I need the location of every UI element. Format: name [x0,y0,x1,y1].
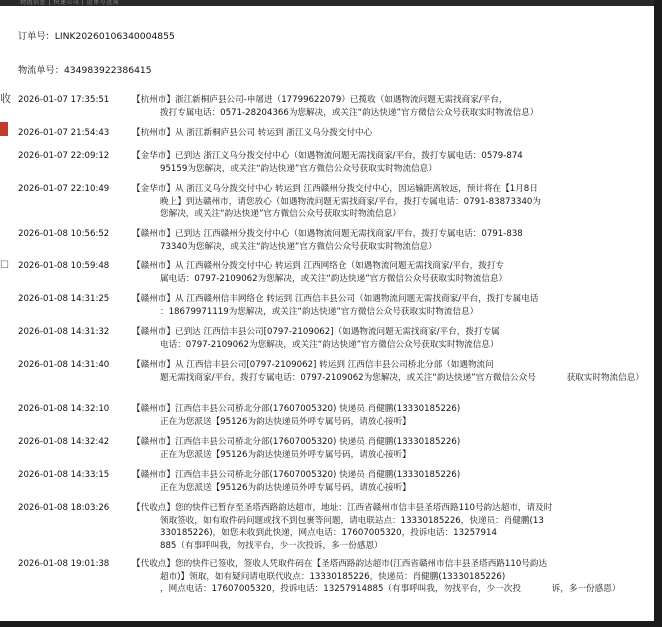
event-line: 晚上】到达赣州市，请您放心（如遇物流问题无需找商家/平台，拨打专属电话：0791-83873340为 [160,196,541,207]
event-description [132,94,650,119]
event-time: 2026-01-08 14:31:40 [18,360,110,370]
event-time: 2026-01-08 14:33:15 [18,470,110,480]
event-line: 超市)】领取，如有疑问请电联代收点：13330185226，快递员：肖健鹏(13330185226) [160,571,506,582]
event-description [132,183,650,221]
event-time: 2026-01-07 17:35:51 [18,95,110,105]
event-time: 2026-01-07 22:10:49 [18,184,110,194]
event-line: 【金华市】从 浙江义乌分拨交付中心 转运到 江西赣州分拨交付中心，因运输距离较远，预计将在【1月8日 [132,184,538,194]
event-line: 【杭州市】浙江新桐庐县公司-申屠进（17799622079）已揽收（如遇物流问题无需找商家/平台， [132,95,508,105]
event-line: 【赣州市】江西信丰县公司桥北分部(17607005320) 快递员 肖健鹏(13330185226) [132,437,461,447]
event-line: 330185226)，如您未收到此快递，网点电话：17607005320，投诉电话：13257914 [160,528,497,539]
event-line: 【代收点】您的快件已暂存至圣塔西路韵达超市，地址：江西省赣州市信丰县圣塔西路110号韵达超市，请及时 [132,503,553,513]
left-edge-partial-text: 收 [0,92,11,105]
event-description [132,502,650,552]
event-line: 【赣州市】江西信丰县公司桥北分部(17607005320) 快递员 肖健鹏(13330185226) [132,470,461,480]
event-line: 【赣州市】江西信丰县公司桥北分部(17607005320) 快递员 肖健鹏(13330185226) [132,404,461,414]
logistics-number [18,62,152,76]
event-line: 正在为您派送【95126为韵达快递员外呼专属号码，请放心接听】 [160,449,411,460]
event-line: 获取实时物流信息） [566,372,644,383]
event-description [132,150,650,175]
event-description [132,228,650,253]
event-line: ：18679971119为您解决，或关注“韵达快递”官方微信公众号获取实时物流信息） [160,306,479,317]
event-description [132,436,650,461]
event-time: 2026-01-08 14:31:32 [18,327,110,337]
event-time: 2026-01-08 14:32:10 [18,404,110,414]
order-number [18,28,175,42]
event-line: 885（有事呼叫我，勿找平台，少一次投诉，多一份感恩） [160,540,383,551]
event-line: 拨打专属电话：0571-28204366为您解决，或关注“韵达快递”官方微信公众号获取实时物流信息） [160,107,539,118]
event-description [132,260,650,285]
event-description [132,558,650,596]
event-line: 【赣州市】已到达 江西赣州分拨交付中心（如遇物流问题无需找商家/平台，拨打专属电话：0791-838 [132,229,523,239]
left-edge-box-icon: ☐ [0,260,9,271]
order-number-label: 订单号： [18,31,55,42]
event-time: 2026-01-08 10:56:52 [18,229,110,239]
event-description [132,469,650,494]
event-time: 2026-01-08 14:32:42 [18,437,110,447]
event-line: 【赣州市】从 江西赣州信丰网络仓 转运到 江西信丰县公司（如遇物流问题无需找商家/平台，拨打专属电话 [132,294,539,304]
event-line: 电话：0797-2109062为您解决，或关注“韵达快递”官方微信公众号获取实时物流信息） [160,339,499,350]
left-edge-red-marker [0,122,8,136]
event-line: 正在为您派送【95126为韵达快递员外呼专属号码，请放心接听】 [160,416,411,427]
event-time: 2026-01-08 14:31:25 [18,294,110,304]
order-number-value[interactable]: LINK20260106340004855 [54,31,175,42]
event-description [132,326,650,351]
event-line: 诉，多一份感恩） [551,584,621,595]
event-line: ，网点电话：17607005320，投诉电话：13257914885（有事呼叫我，勿找平台，少一次投 [160,584,521,595]
event-time: 2026-01-08 19:01:38 [18,559,110,569]
logistics-number-label: 物流单号： [18,65,64,76]
event-description [132,293,650,318]
event-description [132,403,650,428]
event-line: 属电话：0797-2109062为您解决，或关注“韵达快递”官方微信公众号获取实时物流信息） [160,273,508,284]
event-time: 2026-01-07 22:09:12 [18,151,110,161]
event-line: 【赣州市】从 江西赣州分拨交付中心 转运到 江西网络仓（如遇物流问题无需找商家/平台，拨打专 [132,261,505,271]
event-line: 【赣州市】从 江西信丰县公司[0797-2109062] 转运到 江西信丰县公司桥北分部（如遇物流问 [132,360,494,370]
event-line: 正在为您派送【95126为韵达快递员外呼专属号码，请放心接听】 [160,482,411,493]
top-strip-text: 物流信息 | 快递公司 | 运单号查询 [20,0,120,6]
event-line: 73340为您解决，或关注“韵达快递”官方微信公众号获取实时物流信息） [160,241,437,252]
event-line: 领取签收，如有取件码问题或找不到包裹等问题，请电联站点：13330185226，快递员：肖健鹏(13 [160,515,544,526]
event-line: 【杭州市】从 浙江新桐庐县公司 转运到 浙江义乌分拨交付中心 [132,128,373,138]
event-time: 2026-01-08 10:59:48 [18,261,110,271]
logistics-number-value[interactable]: 434983922386415 [63,65,152,76]
event-line: 【赣州市】已到达 江西信丰县公司[0797-2109062]（如遇物流问题无需找商家/平台，拨打专属 [132,327,500,337]
event-time: 2026-01-07 21:54:43 [18,128,110,138]
event-line: 【代收点】您的快件已签收，签收人凭取件码在【圣塔西路韵达超市(江西省赣州市信丰县圣塔西路110号韵达 [132,559,548,569]
event-line: 您解决，或关注“韵达快递”官方微信公众号获取实时物流信息） [160,209,401,220]
event-time: 2026-01-08 18:03:26 [18,503,110,513]
event-description [132,359,650,384]
event-description [132,127,650,140]
event-line: 【金华市】已到达 浙江义乌分拨交付中心（如遇物流问题无需找商家/平台，拨打专属电话：0579-874 [132,151,523,161]
event-line: 95159为您解决，或关注“韵达快递”官方微信公众号获取实时物流信息） [160,163,437,174]
top-strip [0,0,654,6]
event-line: 题无需找商家/平台，拨打专属电话：0797-2109062为您解决，或关注“韵达快递”官方微信公众号 [160,372,536,383]
